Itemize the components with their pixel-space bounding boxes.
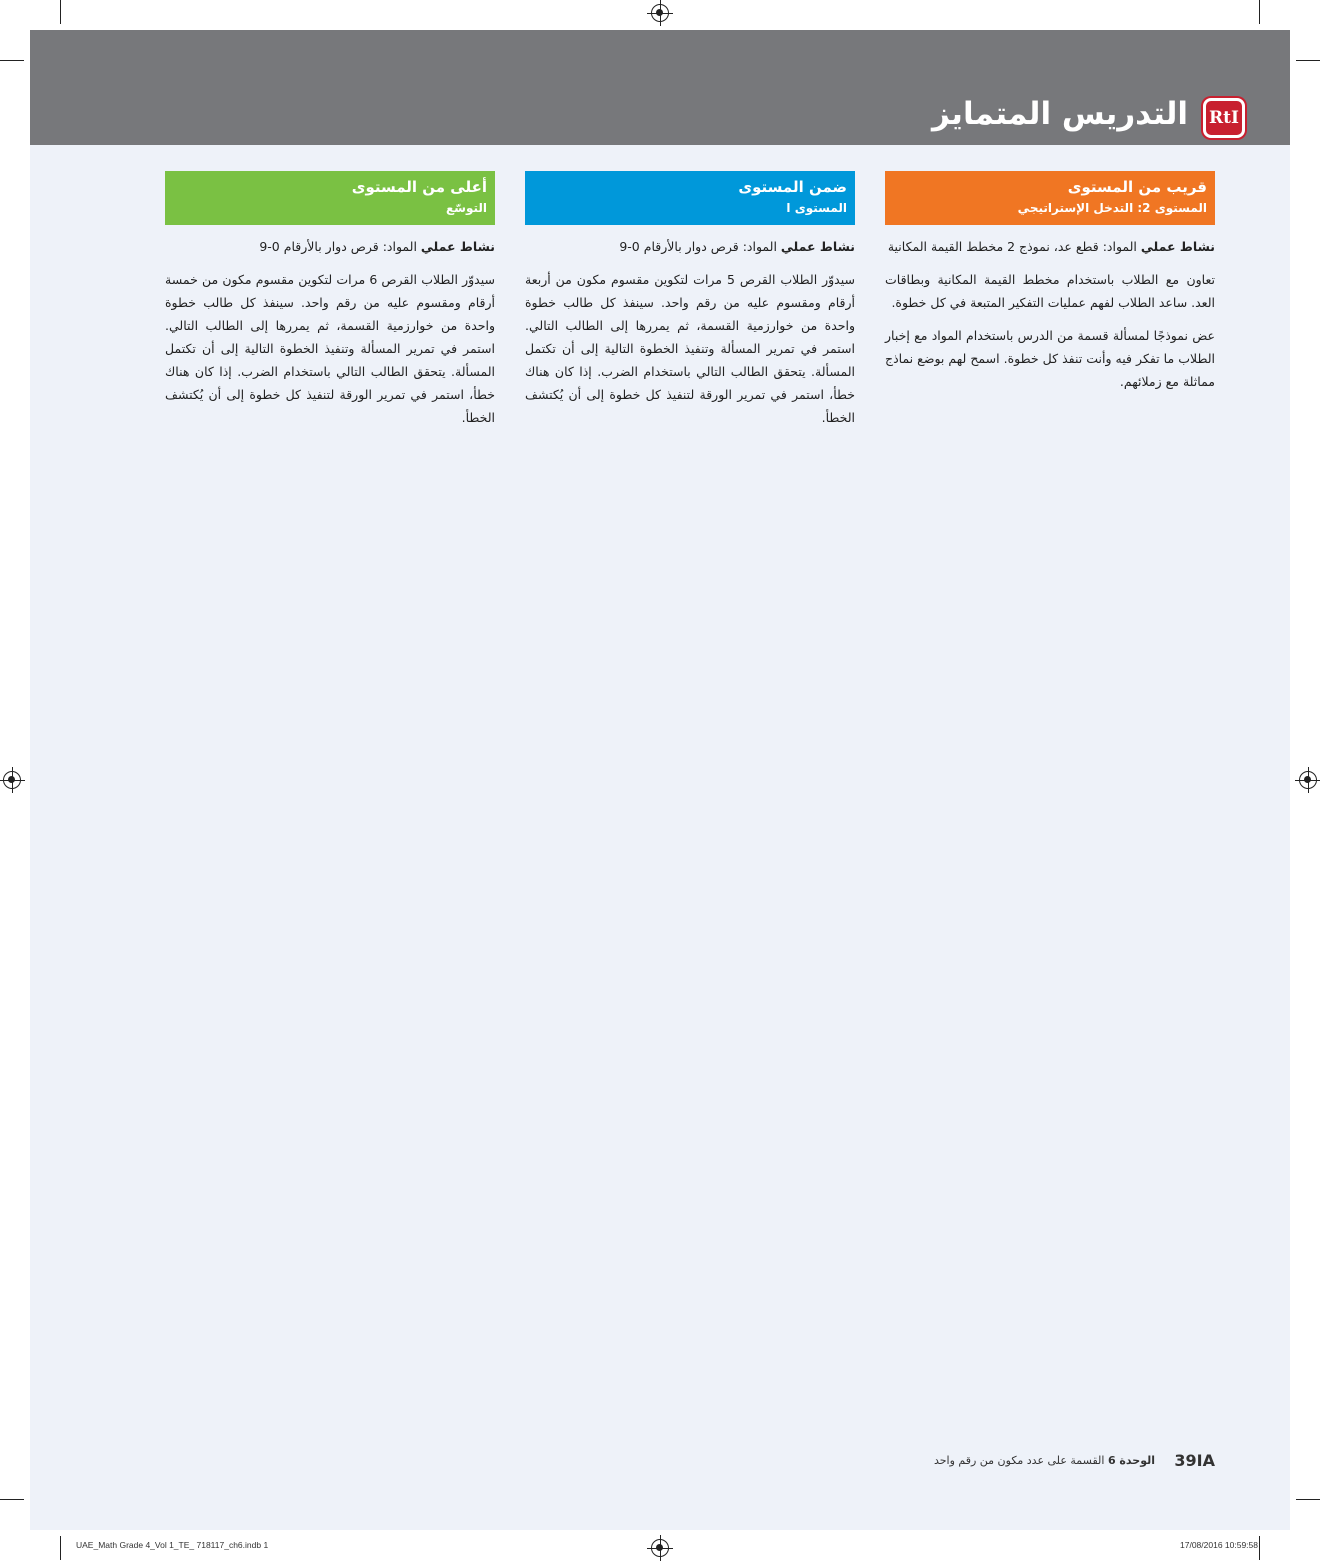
paragraph — [165, 268, 495, 429]
column-subheading: التوسّع — [445, 201, 487, 215]
column-approaching-level — [885, 171, 1215, 403]
column-header — [885, 171, 1215, 225]
rti-badge: RtI — [1203, 98, 1245, 138]
column-heading: قريب من المستوى — [1067, 178, 1207, 196]
paragraph-text: تعاون مع الطلاب باستخدام مخطط القيمة المكانية وبطاقات العد. ساعد الطلاب لفهم عمليات التفكير المتبعة في كل خطوة. — [885, 272, 1215, 310]
paragraph-text: المواد: قرص دوار بالأرقام 0-9 — [259, 239, 421, 254]
activity-label: نشاط عملي — [420, 239, 495, 254]
column-body — [525, 225, 855, 429]
paragraph-text: سيدوّر الطلاب القرص 5 مرات لتكوين مقسوم مكون من أربعة أرقام ومقسوم عليه من رقم واحد. سينفذ كل طالب خطوة واحدة من خوارزمية القسمة، ثم يمررها إلى الطالب التالي. استمر في تمرير المسألة وتنفيذ الخطوة التالية إلى أن تكتمل المسألة. يتحقق الطالب التالي باستخدام الضرب. إذا كان هناك خطأ، استمر في تمرير الورقة لتنفيذ كل خطوة إلى أن يُكتشف الخطأ. — [525, 272, 855, 425]
print-slug-file: UAE_Math Grade 4_Vol 1_TE_ 718117_ch6.indb 1 — [76, 1540, 269, 1550]
registration-mark-icon — [1299, 771, 1317, 789]
column-subheading: المستوى 2: التدخل الإستراتيجي — [1017, 201, 1207, 215]
activity-label: نشاط عملي — [1140, 239, 1215, 254]
paragraph — [525, 268, 855, 429]
paragraph-text: المواد: قرص دوار بالأرقام 0-9 — [619, 239, 781, 254]
crop-mark — [60, 1536, 61, 1560]
paragraph — [885, 235, 1215, 258]
activity-label: نشاط عملي — [780, 239, 855, 254]
paragraph — [885, 268, 1215, 314]
crop-mark — [0, 60, 24, 61]
column-body — [165, 225, 495, 429]
chapter-label: الوحدة 6 — [1107, 1454, 1155, 1467]
registration-mark-icon — [3, 771, 21, 789]
paragraph — [885, 324, 1215, 393]
column-body — [885, 225, 1215, 393]
column-header — [525, 171, 855, 225]
registration-mark-icon — [651, 1539, 669, 1557]
crop-mark — [1259, 1536, 1260, 1560]
column-on-level — [525, 171, 855, 439]
paragraph — [165, 235, 495, 258]
column-subheading: المستوى ا — [786, 201, 847, 215]
column-heading: ضمن المستوى — [738, 178, 847, 196]
chapter-title: القسمة على عدد مكون من رقم واحد — [933, 1454, 1105, 1467]
crop-mark — [1259, 0, 1260, 24]
page-number: 39IA — [1174, 1451, 1215, 1470]
footer-chapter — [934, 1454, 1155, 1467]
crop-mark — [1296, 1499, 1320, 1500]
column-heading: أعلى من المستوى — [351, 178, 487, 196]
crop-mark — [1296, 60, 1320, 61]
paragraph — [525, 235, 855, 258]
crop-mark — [0, 1499, 24, 1500]
registration-mark-icon — [651, 4, 669, 22]
paragraph-text: عض نموذجًا لمسألة قسمة من الدرس باستخدام المواد مع إخبار الطلاب ما تفكر فيه وأنت تنفذ كل خطوة. اسمح لهم بوضع نماذج مماثلة مع زملائهم. — [885, 328, 1215, 389]
paragraph-text: المواد: قطع عد، نموذج 2 مخطط القيمة المكانية — [887, 239, 1141, 254]
paragraph-text: سيدوّر الطلاب القرص 6 مرات لتكوين مقسوم مكون من خمسة أرقام ومقسوم عليه من رقم واحد. سينفذ كل طالب خطوة واحدة من خوارزمية القسمة، ثم يمررها إلى الطالب التالي. استمر في تمرير المسألة وتنفيذ الخطوة التالية إلى أن تكتمل المسألة. يتحقق الطالب التالي باستخدام الضرب. إذا كان هناك خطأ، استمر في تمرير الورقة لتنفيذ كل خطوة إلى أن يُكتشف الخطأ. — [165, 272, 495, 425]
print-slug-date: 17/08/2016 10:59:58 — [1180, 1540, 1258, 1550]
column-header — [165, 171, 495, 225]
column-beyond-level — [165, 171, 495, 439]
page-title: التدريس المتمايز — [932, 96, 1188, 132]
crop-mark — [60, 0, 61, 24]
